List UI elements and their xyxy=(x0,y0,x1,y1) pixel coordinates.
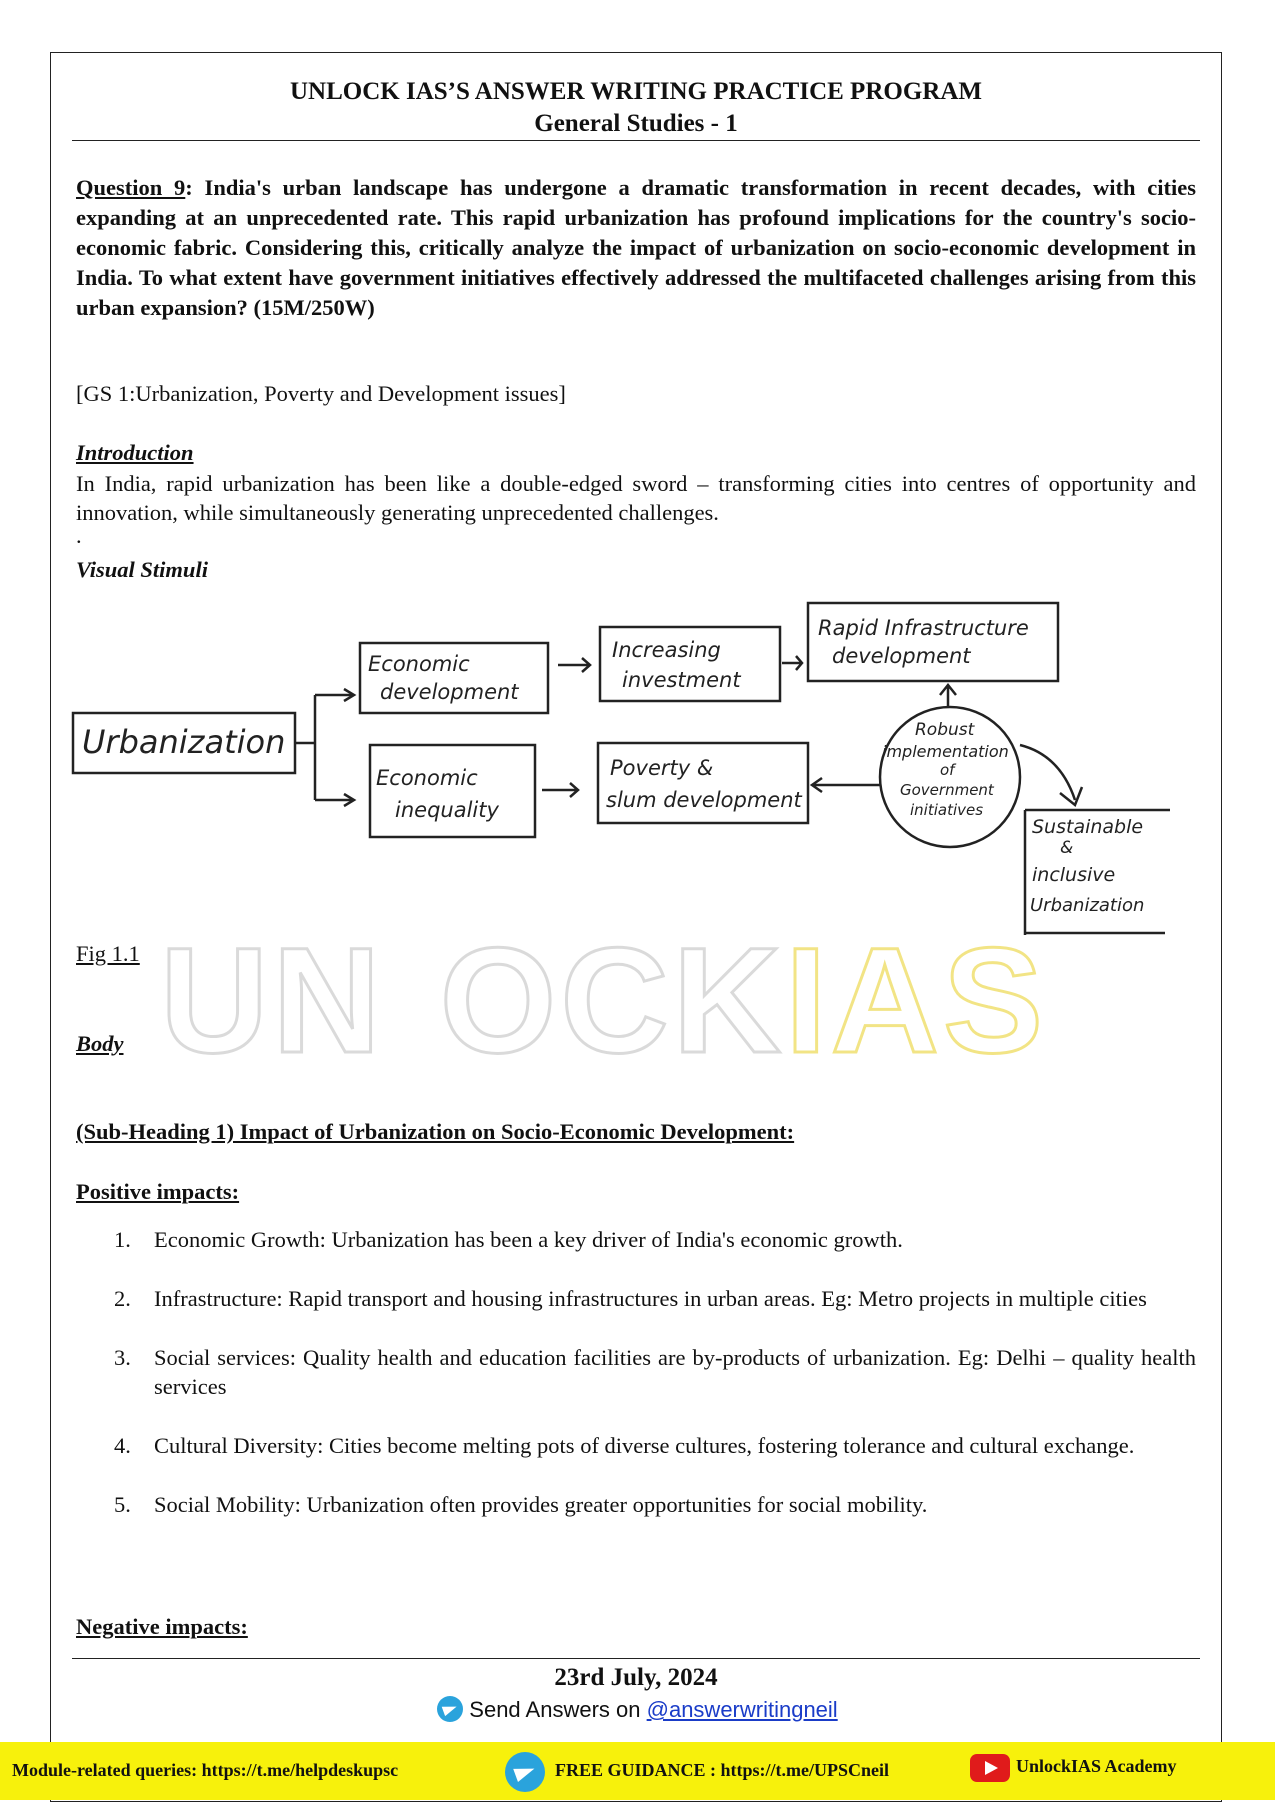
free-guidance-link[interactable]: FREE GUIDANCE : https://t.me/UPSCneil xyxy=(505,1752,889,1792)
diagram-label-rapid-infrastructure-1: Rapid Infrastructure xyxy=(818,616,1029,640)
diagram-label-poverty-slum-1: Poverty & xyxy=(610,756,714,780)
diagram-label-rapid-infrastructure-2: development xyxy=(832,644,971,668)
page-title: UNLOCK IAS’S ANSWER WRITING PRACTICE PROGRAM xyxy=(290,78,982,105)
positive-impacts-heading: Positive impacts: xyxy=(76,1179,240,1204)
stray-dot: . xyxy=(76,523,82,548)
urbanization-flow-diagram xyxy=(70,595,1180,940)
diagram-label-economic-inequality-2: inequality xyxy=(395,798,499,822)
telegram-icon xyxy=(505,1752,545,1792)
diagram-bracket xyxy=(295,695,352,800)
diagram-arrow xyxy=(542,783,578,797)
diagram-label-economic-development-2: development xyxy=(380,680,519,704)
diagram-label-increasing-investment-1: Increasing xyxy=(612,638,721,662)
answer-handle-link[interactable]: @answerwritingneil xyxy=(646,1697,838,1722)
diagram-label-increasing-investment-2: investment xyxy=(622,668,741,692)
youtube-channel-link[interactable]: UnlockIAS Academy xyxy=(970,1754,1177,1782)
visual-stimuli-heading: Visual Stimuli xyxy=(76,557,208,582)
diagram-label-robust-2: implementation xyxy=(882,742,1009,761)
diagram-box-economic-inequality xyxy=(370,745,535,837)
telegram-icon xyxy=(437,1696,463,1722)
diagram-label-sustainable-1: Sustainable xyxy=(1032,816,1144,838)
question-text xyxy=(76,173,1196,323)
introduction-heading: Introduction xyxy=(76,440,194,465)
diagram-label-sustainable-3: inclusive xyxy=(1032,864,1116,886)
question-body: : India's urban landscape has undergone a dramatic transformation in recent decades, with cities expanding at an unprecedented rate. This rapid urbanization has profound implications for the country's socio- economic fabric. Considering this, critically analyze the impact of urbanization on socio-economic development in India. To what extent have government initiatives effectively addressed the multifaceted challenges arising from this urban expansion? (15M/250W) xyxy=(76,175,1197,320)
positive-impacts-list xyxy=(110,1225,1196,1549)
body-heading: Body xyxy=(76,1031,124,1056)
list-item: 2. Infrastructure: Rapid transport and housing infrastructures in urban areas. Eg: Metro projects in multiple cities xyxy=(114,1286,1147,1311)
diagram-label-sustainable-4: Urbanization xyxy=(1030,895,1145,916)
subheading-1: (Sub-Heading 1) Impact of Urbanization on Socio-Economic Development: xyxy=(76,1119,795,1144)
footer-band xyxy=(0,1742,1275,1800)
diagram-label-robust-5: initiatives xyxy=(910,801,984,819)
list-item: 1. Economic Growth: Urbanization has been a key driver of India's economic growth. xyxy=(114,1227,903,1252)
module-queries-link[interactable]: Module-related queries: https://t.me/helpdeskupsc xyxy=(12,1760,399,1780)
diagram-box-rapid-infrastructure xyxy=(808,603,1058,681)
youtube-icon xyxy=(970,1754,1010,1782)
negative-impacts-heading: Negative impacts: xyxy=(76,1614,248,1639)
figure-caption: Fig 1.1 xyxy=(76,941,140,966)
header-divider xyxy=(72,140,1200,141)
unlockias-watermark: UN OCKIAS xyxy=(160,916,1048,1084)
introduction-text: In India, rapid urbanization has been like a double-edged sword – transforming cities into centres of opportunity and innovation, while simultaneously generating unprecedented challenges. xyxy=(76,471,1196,525)
list-item: 4. Cultural Diversity: Cities become melting pots of diverse cultures, fostering tolerance and cultural exchange. xyxy=(114,1433,1135,1458)
diagram-arrow xyxy=(558,658,590,672)
diagram-arrow xyxy=(812,778,880,792)
list-item: 3. Social services: Quality health and education facilities are by-products of urbanization. Eg: Delhi – quality health services xyxy=(114,1345,1196,1399)
diagram-label-economic-inequality-1: Economic xyxy=(376,766,478,790)
diagram-label-economic-development-1: Economic xyxy=(368,652,470,676)
diagram-label-urbanization: Urbanization xyxy=(82,723,286,761)
date-label: 23rd July, 2024 xyxy=(554,1664,718,1691)
diagram-label-robust-3: of xyxy=(940,761,955,779)
diagram-label-robust-4: Government xyxy=(900,781,994,799)
syllabus-tag: [GS 1:Urbanization, Poverty and Development issues] xyxy=(76,381,566,406)
page-subtitle: General Studies - 1 xyxy=(534,110,738,137)
send-answers-line: Send Answers on @answerwritingneil xyxy=(0,1696,1275,1723)
diagram-arrow xyxy=(782,656,802,670)
diagram-arrow xyxy=(940,685,956,707)
diagram-label-robust-1: Robust xyxy=(915,720,975,740)
diagram-label-sustainable-2: & xyxy=(1060,838,1074,858)
diagram-curved-arrow xyxy=(1020,745,1082,805)
diagram-label-poverty-slum-2: slum development xyxy=(606,788,802,812)
list-item: 5. Social Mobility: Urbanization often provides greater opportunities for social mobility. xyxy=(114,1492,928,1517)
question-label: Question 9 xyxy=(76,175,186,200)
footer-divider xyxy=(72,1658,1200,1659)
